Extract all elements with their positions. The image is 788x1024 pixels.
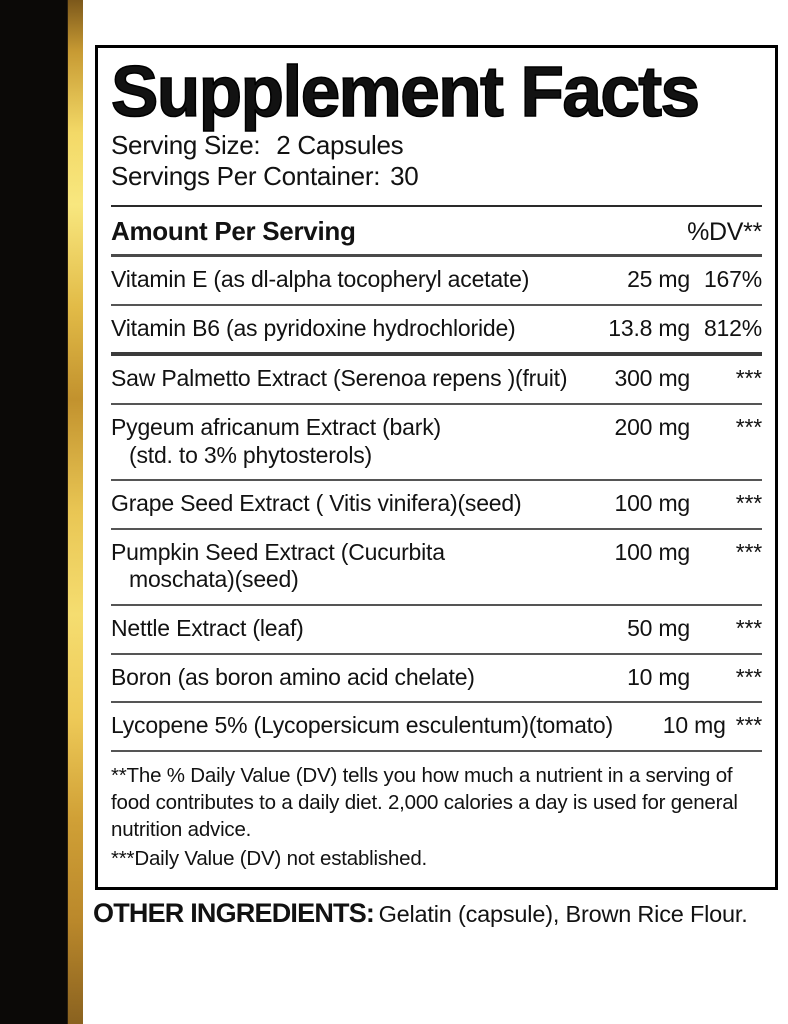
ingredient-name: Nettle Extract (leaf) — [111, 614, 304, 641]
footnote — [111, 752, 762, 880]
amount-value: 100 mg — [614, 490, 690, 517]
table-row — [111, 530, 762, 604]
divider-serving-info — [111, 205, 762, 207]
amount-value: 25 mg — [627, 266, 690, 293]
amount-value: 200 mg — [614, 413, 690, 440]
other-ingredients-line — [93, 898, 788, 929]
dv-value: 167% — [703, 266, 762, 293]
dv-value: *** — [735, 712, 762, 739]
dv-value: *** — [735, 538, 762, 565]
amount-value: 10 mg — [662, 712, 726, 739]
servings-per-container-value: 30 — [390, 160, 419, 191]
table-row — [111, 481, 762, 528]
other-ingredients-label: OTHER INGREDIENTS: — [93, 898, 375, 928]
ingredient-name: Grape Seed Extract ( Vitis vinifera)(seed) — [111, 490, 522, 517]
column-header-row — [111, 216, 762, 247]
amount-value: 50 mg — [627, 614, 690, 641]
servings-per-container-line — [111, 161, 762, 192]
table-row — [111, 606, 762, 653]
dv-value: *** — [735, 614, 762, 641]
dv-value: *** — [735, 413, 762, 440]
table-row — [111, 703, 762, 750]
dv-value: 812% — [703, 314, 762, 341]
supplement-facts-panel — [95, 45, 778, 890]
table-row — [111, 306, 762, 353]
ingredient-name: Vitamin E (as dl-alpha tocopheryl acetate) — [111, 266, 530, 293]
servings-per-container-label: Servings Per Container: — [111, 160, 381, 191]
footnote-not-established: ***Daily Value (DV) not established. — [111, 846, 428, 870]
serving-size-label: Serving Size: — [111, 129, 261, 160]
ingredient-name: Pumpkin Seed Extract (Cucurbita moschata)(seed) — [111, 538, 445, 593]
ingredient-name: Pygeum africanum Extract (bark) (std. to 3% phytosterols) — [111, 413, 441, 468]
dv-header: %DV** — [687, 218, 762, 247]
amount-value: 100 mg — [614, 538, 690, 565]
amount-value: 10 mg — [627, 663, 690, 690]
table-row — [111, 405, 762, 479]
amount-value: 13.8 mg — [608, 314, 690, 341]
table-row — [111, 356, 762, 403]
dv-value: *** — [735, 490, 762, 517]
serving-size-line — [111, 130, 762, 161]
dv-value: *** — [735, 365, 762, 392]
ingredient-name: Saw Palmetto Extract (Serenoa repens )(fruit) — [111, 365, 568, 392]
footnote-dv-text: **The % Daily Value (DV) tells you how much a nutrient in a serving of food contributes to a daily diet. 2,000 calories a day is used for general nutrition advice. — [111, 763, 738, 841]
amount-value: 300 mg — [614, 365, 690, 392]
gold-accent-stripe — [67, 0, 83, 1024]
ingredient-name: Lycopene 5% (Lycopersicum esculentum)(tomato) — [111, 712, 613, 739]
ingredient-name: Vitamin B6 (as pyridoxine hydrochloride) — [111, 314, 516, 341]
ingredient-name: Boron (as boron amino acid chelate) — [111, 663, 475, 690]
table-row — [111, 257, 762, 304]
table-row — [111, 655, 762, 702]
panel-title: Supplement Facts — [111, 53, 699, 132]
amount-per-serving-header: Amount Per Serving — [111, 216, 356, 247]
serving-size-value: 2 Capsules — [276, 129, 404, 160]
dv-value: *** — [735, 663, 762, 690]
package-black-band — [0, 0, 67, 1024]
other-ingredients-value: Gelatin (capsule), Brown Rice Flour. — [378, 901, 748, 927]
ingredient-rows — [111, 257, 762, 752]
